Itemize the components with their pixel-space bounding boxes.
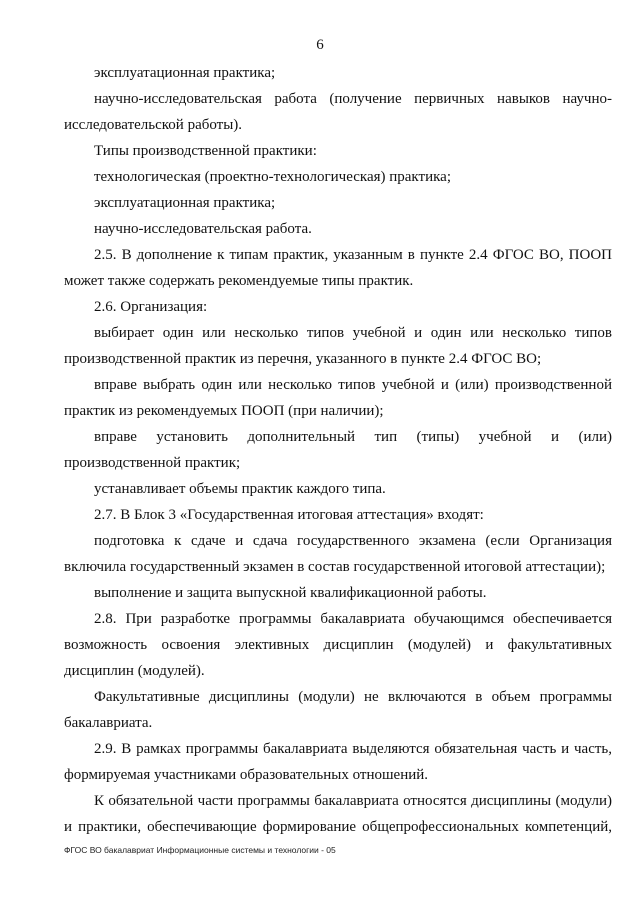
paragraph-16: 2.8. При разработке программы бакалавриата обучающимся обеспечивается возможность освоения элективных дисциплин (модулей) и факультативных дисциплин (модулей). xyxy=(64,611,612,679)
paragraph-9: выбирает один или несколько типов учебной и один или несколько типов производственной практик из перечня, указанного в пункте 2.4 ФГОС ВО; xyxy=(64,325,612,367)
paragraph-19: К обязательной части программы бакалавриата относятся дисциплины (модули) и практики, обеспечивающие формирование общепрофессиональных компетенций, xyxy=(64,793,612,835)
paragraph-5: эксплуатационная практика; xyxy=(94,195,276,211)
paragraph-8: 2.6. Организация: xyxy=(94,299,208,315)
paragraph-4: технологическая (проектно-технологическая) практика; xyxy=(94,169,451,185)
document-body xyxy=(64,60,612,840)
paragraph-7: 2.5. В дополнение к типам практик, указанным в пункте 2.4 ФГОС ВО, ПООП может также содержать рекомендуемые типы практик. xyxy=(64,247,612,289)
paragraph-6: научно-исследовательская работа. xyxy=(94,221,312,237)
paragraph-17: Факультативные дисциплины (модули) не включаются в объем программы бакалавриата. xyxy=(64,689,612,731)
paragraph-3: Типы производственной практики: xyxy=(94,143,317,159)
paragraph-14: подготовка к сдаче и сдача государственного экзамена (если Организация включила государственный экзамен в состав государственной итоговой аттестации); xyxy=(64,533,612,575)
paragraph-13: 2.7. В Блок 3 «Государственная итоговая аттестация» входят: xyxy=(94,507,484,523)
paragraph-10: вправе выбрать один или несколько типов учебной и (или) производственной практик из рекомендуемых ПООП (при наличии); xyxy=(64,377,612,419)
paragraph-15: выполнение и защита выпускной квалификационной работы. xyxy=(94,585,487,601)
paragraph-2: научно-исследовательская работа (получение первичных навыков научно-исследовательской работы). xyxy=(64,91,612,133)
paragraph-1: эксплуатационная практика; xyxy=(94,65,276,81)
paragraph-12: устанавливает объемы практик каждого типа. xyxy=(94,481,386,497)
paragraph-18: 2.9. В рамках программы бакалавриата выделяются обязательная часть и часть, формируемая участниками образовательных отношений. xyxy=(64,741,612,783)
paragraph-11: вправе установить дополнительный тип (типы) учебной и (или) производственной практик; xyxy=(64,429,612,471)
page-number: 6 xyxy=(316,37,324,53)
document-footer: ФГОС ВО бакалавриат Информационные системы и технологии - 05 xyxy=(64,845,336,855)
